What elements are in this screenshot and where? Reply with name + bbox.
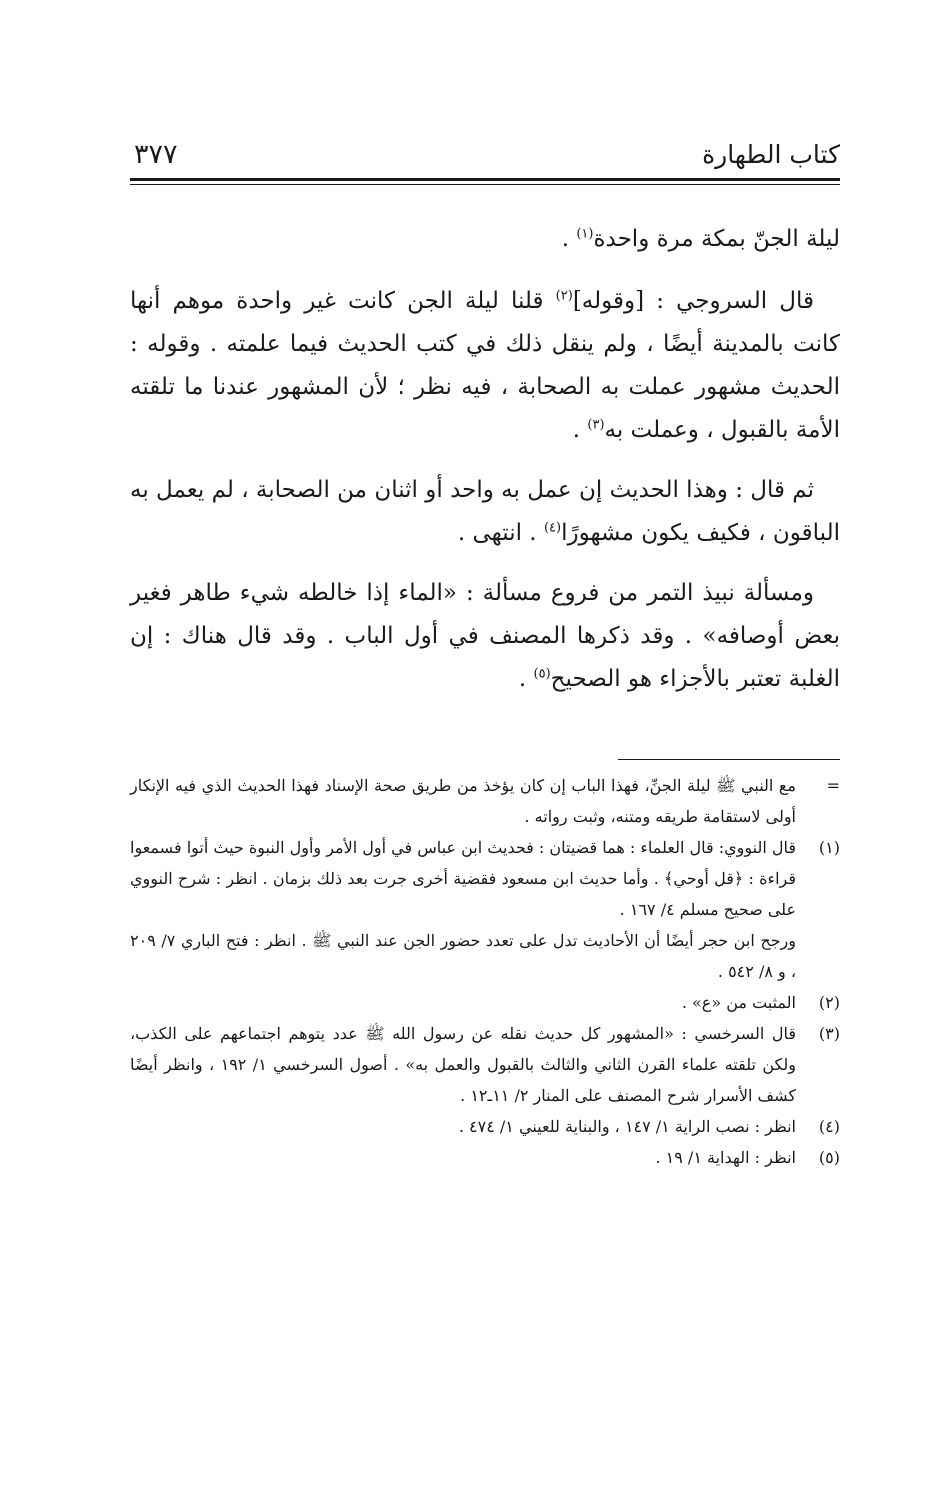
page-number: ٣٧٧	[134, 139, 178, 170]
paragraph-4-end: .	[518, 666, 534, 692]
header-rule-thin	[130, 184, 840, 185]
footnote-5-number: (٥)	[818, 1148, 840, 1167]
paragraph-2-text-b: قلنا ليلة الجن كانت غير واحدة موهم أنها كانت بالمدينة أيضًا ، ولم ينقل ذلك في كتب الحديث فيما علمته . وقوله : الحديث مشهور عملت به الصحابة ، فيه نظر ؛ لأن المشهور عندنا ما تلقته الأمة بالقبول ، وعملت به	[130, 288, 840, 443]
footnote-1-text: قال النووي: قال العلماء : هما قضيتان : فحديث ابن عباس في أول الأمر وأول النبوة حيث أتوا فسمعوا قراءة : ﴿قل أوحي﴾ . وأما حديث ابن مسعود فقضية أخرى جرت بعد ذلك بزمان . انظر : شرح النووي على صحيح مسلم ٤/ ١٦٧ .	[130, 838, 796, 919]
continuation-mark: =	[826, 776, 840, 795]
paragraph-4-text: ومسألة نبيذ التمر من فروع مسألة : «الماء إذا خالطه شيء طاهر فغير بعض أوصافه» . وقد ذكرها المصنف في أول الباب . وقد قال هناك : إن الغلبة تعتبر بالأجزاء هو الصحيح	[130, 580, 840, 692]
paragraph-1-end: .	[561, 226, 577, 252]
paragraph-2-text-a: قال السروجي : [وقوله]	[572, 288, 815, 314]
footnote-2	[130, 987, 840, 1018]
footnotes	[130, 770, 840, 1173]
paragraph-2	[130, 280, 840, 452]
footnote-ref-5: (٥)	[533, 666, 551, 682]
footnote-1-number: (١)	[818, 838, 840, 857]
footnote-continuation	[130, 770, 840, 832]
footnote-ref-2: (٢)	[555, 288, 573, 304]
main-text	[130, 218, 840, 718]
footnote-ref-4: (٤)	[543, 520, 562, 536]
footnote-ref-3: (٣)	[587, 417, 605, 433]
book-page	[130, 0, 840, 1493]
page-header	[130, 138, 840, 178]
footnote-5-text: انظر : الهداية ١/ ١٩ .	[655, 1148, 796, 1167]
paragraph-3	[130, 469, 840, 555]
footnote-4-text: انظر : نصب الراية ١/ ١٤٧ ، والبناية للعيني ١/ ٤٧٤ .	[458, 1117, 796, 1136]
footnote-2-text: المثبت من «ع» .	[681, 993, 796, 1012]
footnote-continuation-text: مع النبي ﷺ ليلة الجنِّ، فهذا الباب إن كان يؤخذ من طريق صحة الإسناد فهذا الحديث الذي فيه الإنكار أولى لاستقامة طريقه ومتنه، وثبت رواته .	[130, 776, 796, 826]
paragraph-2-end: .	[572, 417, 588, 443]
paragraph-4	[130, 572, 840, 701]
footnote-4-number: (٤)	[818, 1117, 840, 1136]
footnote-1-text-2: ورجح ابن حجر أيضًا أن الأحاديث تدل على تعدد حضور الجن عند النبي ﷺ . انظر : فتح الباري ٧/ ٢٠٩ ، و ٨/ ٥٤٢ .	[130, 931, 796, 981]
footnote-separator	[618, 759, 840, 760]
paragraph-3-end: . انتهى .	[457, 520, 544, 546]
footnote-3-text: قال السرخسي : «المشهور كل حديث نقله عن رسول الله ﷺ عدد يتوهم اجتماعهم على الكذب، ولكن تلقته علماء القرن الثاني والثالث بالقبول والعمل به» . أصول السرخسي ١/ ١٩٢ ، وانظر أيضًا كشف الأسرار شرح المصنف على المنار ٢/ ١١ـ١٢ .	[130, 1024, 796, 1105]
footnote-2-number: (٢)	[818, 993, 840, 1012]
header-rule-thick	[130, 178, 840, 181]
footnote-3	[130, 1018, 840, 1111]
footnote-ref-1: (١)	[576, 226, 594, 242]
footnote-3-number: (٣)	[818, 1024, 840, 1043]
paragraph-1	[130, 218, 840, 261]
paragraph-3-text: ثم قال : وهذا الحديث إن عمل به واحد أو اثنان من الصحابة ، لم يعمل به الباقون ، فكيف يكون مشهورًا	[130, 477, 840, 546]
paragraph-1-text: ليلة الجنّ بمكة مرة واحدة	[593, 226, 840, 252]
chapter-title: كتاب الطهارة	[702, 140, 840, 169]
footnote-4	[130, 1111, 840, 1142]
footnote-5	[130, 1142, 840, 1173]
footnote-1	[130, 832, 840, 987]
